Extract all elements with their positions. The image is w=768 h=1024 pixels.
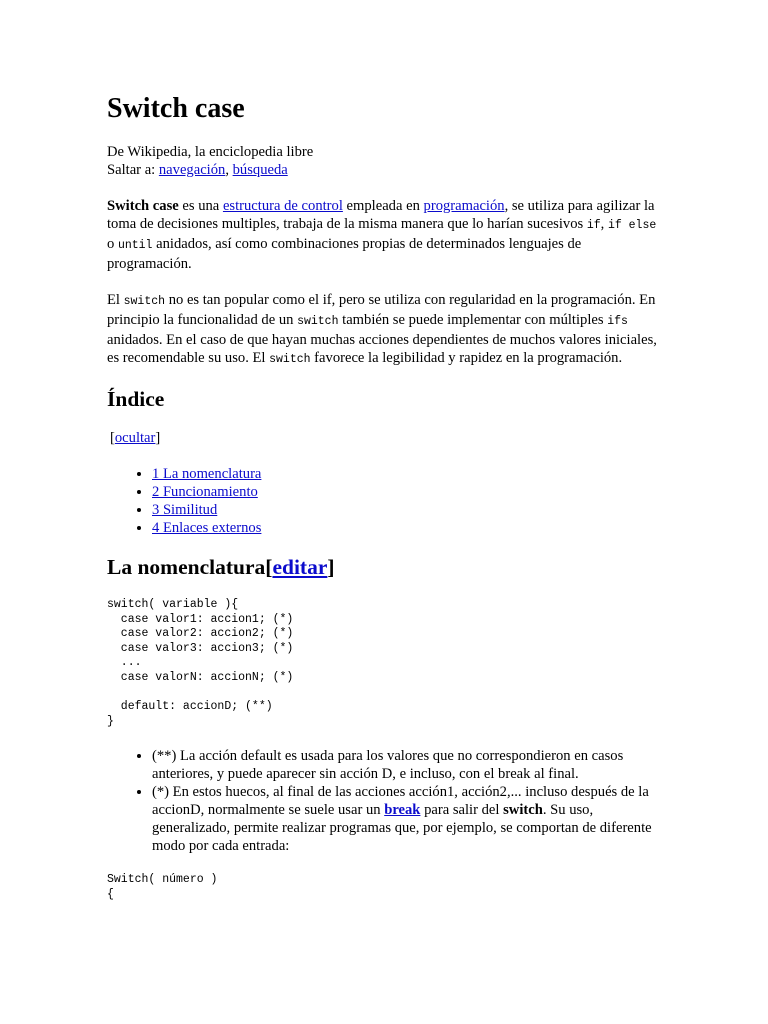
code-block-switch-syntax: switch( variable ){ case valor1: accion1; (*) case valor2: accion2; (*) case valor3: accion3; (*) ... case valorN: accionN; (*) default: accionD; (**) } xyxy=(107,598,294,728)
section-heading-nomenclatura xyxy=(107,554,663,580)
toc-link-funcionamiento[interactable]: 2 Funcionamiento xyxy=(152,484,258,500)
paragraph-text: no es tan popular como el if, pero se utiliza con regularidad en la programación. En principio la funcionalidad de un xyxy=(107,292,656,328)
bracket: ] xyxy=(327,555,335,579)
note-text: (*) En estos huecos, al final de las acciones acción1, acción2,... incluso después de la accionD, normalmente se suele usar un xyxy=(152,784,649,819)
intro-text: o xyxy=(107,236,118,252)
intro-text: , se utiliza para agilizar la toma de decisiones multiples, trabaja de la misma manera que lo harían sucesivos xyxy=(107,198,655,232)
intro-paragraph xyxy=(107,197,663,273)
paragraph-text: anidados. En el caso de que hayan muchas acciones dependientes de muchos valores iniciales, es recomendable su uso. El xyxy=(107,332,657,366)
toc-item xyxy=(152,465,663,483)
toc-toggle xyxy=(110,429,663,447)
code-if: if xyxy=(586,219,601,232)
article-subtitle: De Wikipedia, la enciclopedia libre xyxy=(107,144,314,160)
code-switch: switch xyxy=(269,353,311,366)
jump-prefix: Saltar a: xyxy=(107,162,159,178)
code-block-switch-example: Switch( número ) { xyxy=(107,873,218,901)
note-item-break xyxy=(152,783,663,855)
jump-links xyxy=(107,161,663,179)
link-programacion[interactable]: programación xyxy=(423,198,505,214)
toc-item xyxy=(152,501,663,519)
link-estructura-de-control[interactable]: estructura de control xyxy=(222,198,343,214)
jump-search-link[interactable]: búsqueda xyxy=(232,162,288,178)
bracket: ] xyxy=(155,430,161,446)
page-title: Switch case xyxy=(107,93,245,124)
bracket: [ xyxy=(265,555,273,579)
note-text: para salir del xyxy=(420,802,504,819)
article-subtitle-block xyxy=(107,143,663,179)
code-if-else: if else xyxy=(607,219,657,232)
toc-item xyxy=(152,519,663,537)
code-switch: switch xyxy=(123,295,166,308)
notes-list xyxy=(107,747,663,855)
toc-link-nomenclatura[interactable]: 1 La nomenclatura xyxy=(152,466,262,482)
toc-item xyxy=(152,483,663,501)
article-content xyxy=(107,92,663,903)
body-paragraph xyxy=(107,291,663,369)
toc-list xyxy=(107,465,663,537)
bold-switch: switch xyxy=(503,802,543,819)
toc-heading: Índice xyxy=(107,387,165,411)
intro-text: anidados, así como combinaciones propias de determinados lenguajes de programación. xyxy=(107,236,582,272)
bracket: [ xyxy=(110,430,115,446)
code-until: until xyxy=(117,239,153,252)
break-link[interactable]: break xyxy=(384,802,421,819)
edit-section-link[interactable]: editar xyxy=(272,555,328,579)
intro-text: empleada en xyxy=(342,198,424,214)
toc-link-enlaces-externos[interactable]: 4 Enlaces externos xyxy=(152,520,262,536)
code-switch: switch xyxy=(297,315,339,328)
section-heading-text: La nomenclatura xyxy=(107,555,266,579)
intro-lead: Switch case xyxy=(107,198,179,214)
paragraph-text: también se puede implementar con múltiples xyxy=(338,312,608,328)
code-ifs: ifs xyxy=(607,315,628,328)
intro-text: , xyxy=(600,216,608,232)
toc-hide-link[interactable]: ocultar xyxy=(114,430,156,446)
note-item-default: • (**) La acción default es usada para los valores que no correspondieron en casos anteriores, y puede aparecer sin acción D, e incluso, con el break al final. xyxy=(152,747,663,783)
note-text: . Su uso, generalizado, permite realizar programas que, por ejemplo, se comportan de diferente modo por cada entrada: xyxy=(152,802,652,855)
intro-text: es una xyxy=(178,198,223,214)
toc-link-similitud[interactable]: 3 Similitud xyxy=(152,502,218,518)
paragraph-text: favorece la legibilidad y rapidez en la programación. xyxy=(310,350,623,366)
paragraph-text: El xyxy=(107,292,124,308)
jump-separator: , xyxy=(225,162,233,178)
jump-navigation-link[interactable]: navegación xyxy=(158,162,226,178)
